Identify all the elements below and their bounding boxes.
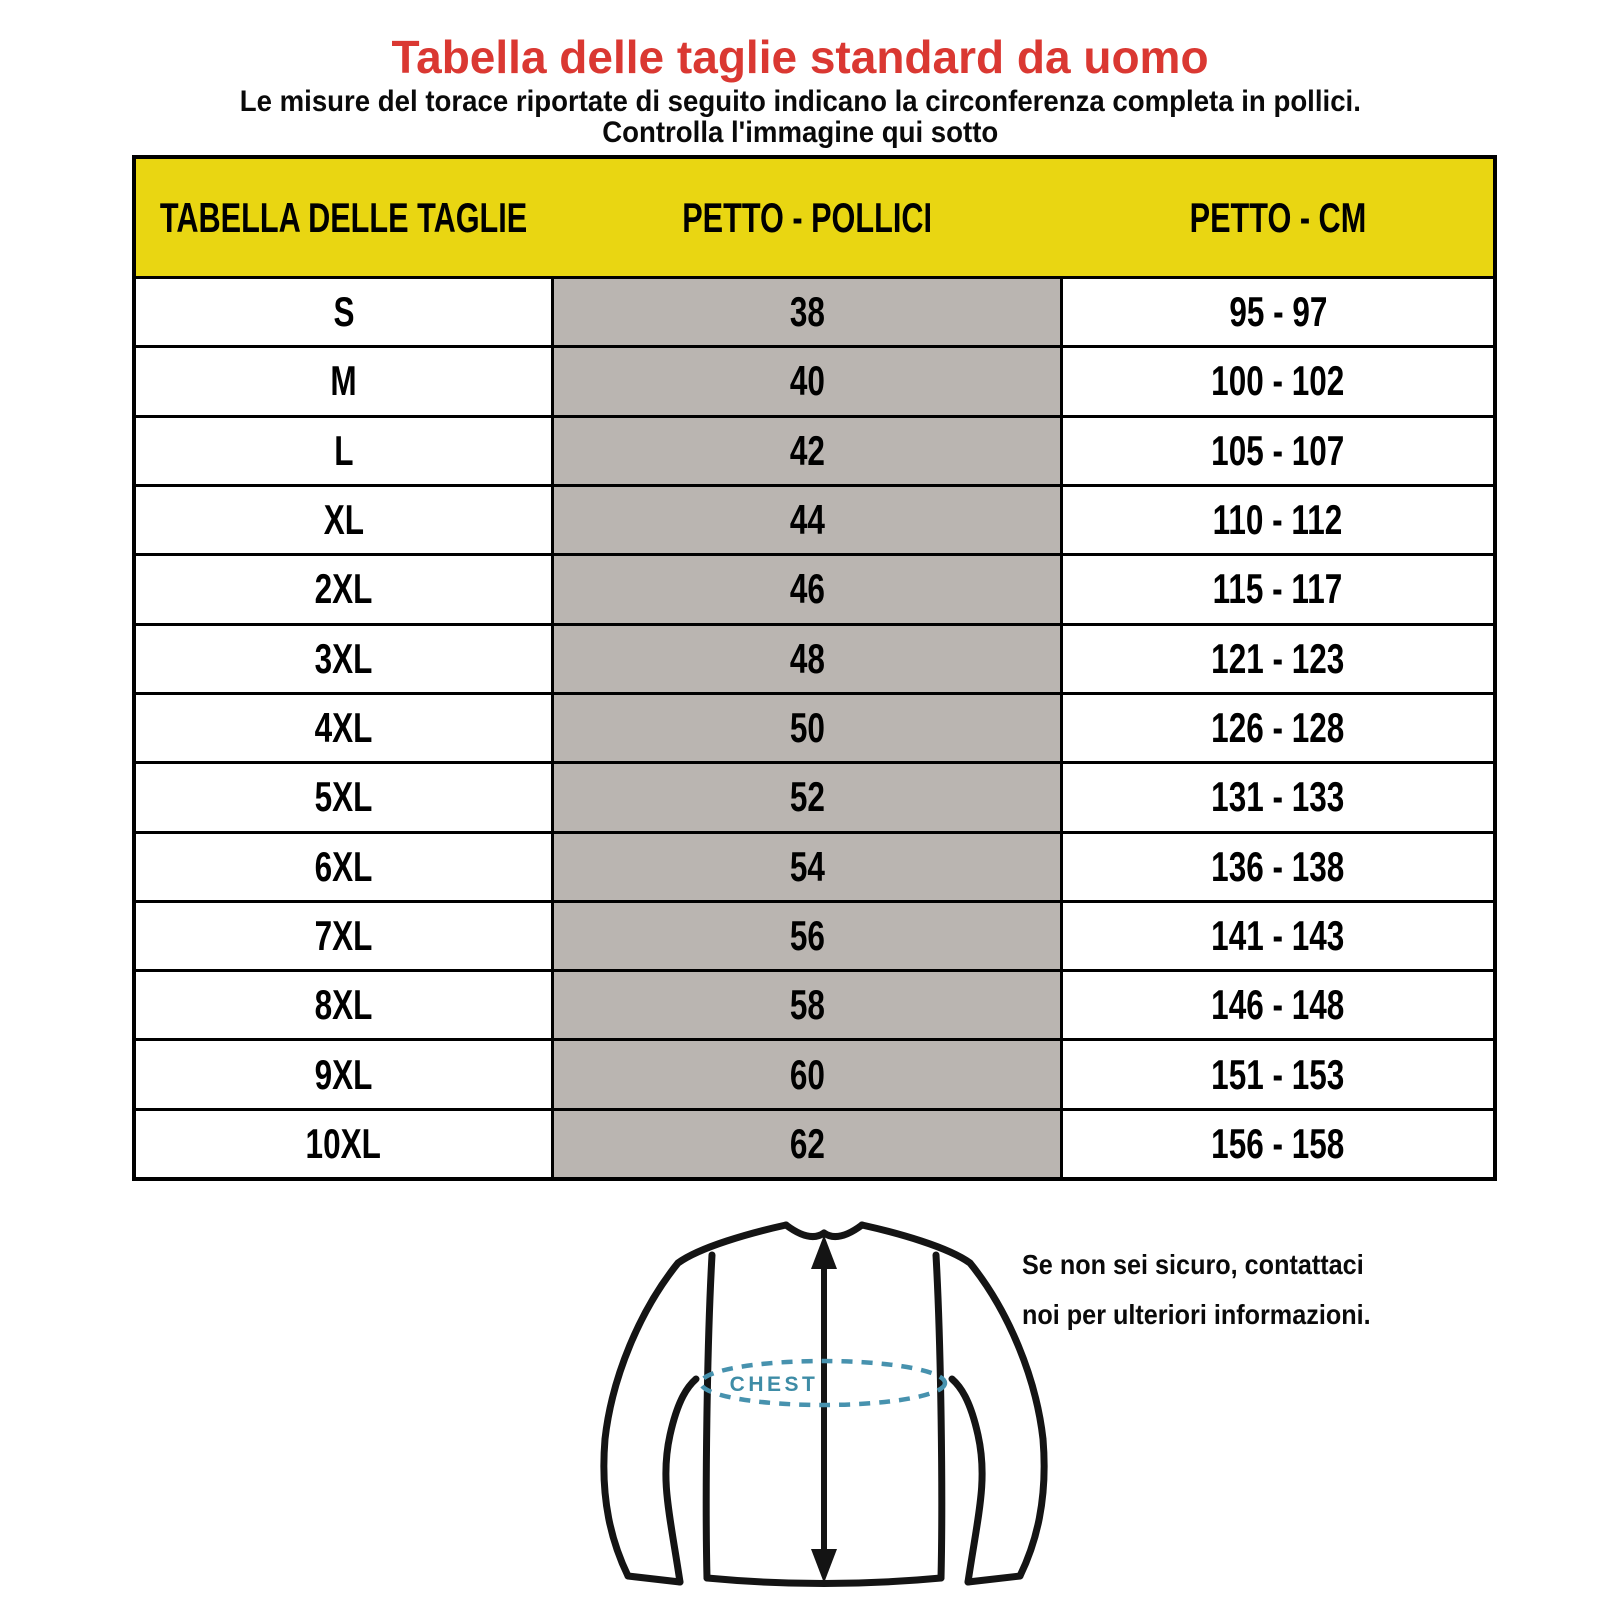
header-cell-chest-cm	[1063, 194, 1493, 242]
size-table-header-row	[136, 159, 1493, 276]
chest-inches-value: 46	[789, 565, 825, 613]
contact-note-line-2: noi per ulteriori informazioni.	[1022, 1299, 1371, 1330]
chest-cm-cell	[1063, 348, 1493, 414]
length-arrow-head-top	[811, 1235, 837, 1269]
size-cell	[136, 487, 551, 553]
page-subtitle-line-2-text: Controlla l'immagine qui sotto	[601, 116, 999, 149]
size-value: 3XL	[314, 634, 373, 682]
table-row-s	[136, 276, 1493, 345]
chest-inches-cell	[551, 487, 1063, 553]
length-arrow-head-bottom	[811, 1549, 837, 1583]
table-row-4xl	[136, 692, 1493, 761]
chest-inches-cell	[551, 695, 1063, 761]
size-value: 5XL	[314, 773, 373, 821]
jacket-collar	[786, 1225, 862, 1237]
chest-inches-cell	[551, 1041, 1063, 1107]
size-table	[132, 155, 1497, 1181]
size-value: S	[333, 288, 355, 336]
chest-cm-cell	[1063, 487, 1493, 553]
size-value: 10XL	[305, 1119, 382, 1167]
chest-inches-value: 38	[789, 288, 825, 336]
chest-inches-cell	[551, 903, 1063, 969]
jacket-right-cuff	[968, 1576, 1020, 1582]
jacket-body-left	[706, 1255, 712, 1578]
chest-cm-value: 105 - 107	[1211, 426, 1345, 474]
chest-cm-value: 100 - 102	[1211, 357, 1345, 405]
jacket-left-sleeve-inner	[666, 1379, 696, 1582]
chest-cm-value: 110 - 112	[1213, 496, 1343, 544]
size-cell	[136, 348, 551, 414]
chest-inches-value: 54	[789, 842, 825, 890]
size-value: 2XL	[314, 565, 373, 613]
chest-cm-value: 126 - 128	[1211, 704, 1345, 752]
chest-cm-value: 95 - 97	[1228, 288, 1327, 336]
chest-inches-value: 48	[789, 634, 825, 682]
table-row-10xl	[136, 1108, 1493, 1177]
size-cell	[136, 834, 551, 900]
size-cell	[136, 1041, 551, 1107]
table-row-m	[136, 345, 1493, 414]
table-row-7xl	[136, 900, 1493, 969]
chest-cm-value: 141 - 143	[1211, 911, 1345, 959]
size-value: 7XL	[314, 911, 373, 959]
chest-inches-cell	[551, 348, 1063, 414]
size-cell	[136, 764, 551, 830]
table-row-5xl	[136, 761, 1493, 830]
chest-cm-value: 151 - 153	[1211, 1050, 1345, 1098]
size-value: M	[330, 357, 357, 405]
chest-cm-cell	[1063, 1111, 1493, 1177]
chest-label: CHEST	[729, 1373, 819, 1396]
table-row-6xl	[136, 831, 1493, 900]
page-subtitle-line-2	[0, 117, 1600, 148]
chest-inches-value: 62	[789, 1119, 825, 1167]
chest-cm-cell	[1063, 279, 1493, 345]
size-cell	[136, 418, 551, 484]
chest-cm-cell	[1063, 834, 1493, 900]
size-cell	[136, 626, 551, 692]
table-row-3xl	[136, 623, 1493, 692]
chest-inches-value: 56	[789, 911, 825, 959]
header-cell-size-chart-label: TABELLA DELLE TAGLIE	[159, 193, 528, 241]
chest-inches-value: 58	[789, 981, 825, 1029]
chest-inches-cell	[551, 279, 1063, 345]
chest-cm-value: 115 - 117	[1213, 565, 1343, 613]
chest-inches-value: 60	[789, 1050, 825, 1098]
chest-inches-cell	[551, 972, 1063, 1038]
chest-cm-cell	[1063, 972, 1493, 1038]
chest-cm-cell	[1063, 695, 1493, 761]
header-cell-chest-inches-label: PETTO - POLLICI	[682, 193, 932, 241]
jacket-left-sleeve-outer	[604, 1225, 786, 1576]
contact-note-line-1: Se non sei sicuro, contattaci	[1022, 1249, 1364, 1280]
size-value: L	[333, 426, 354, 474]
chest-inches-cell	[551, 834, 1063, 900]
page-title: Tabella delle taglie standard da uomo	[391, 31, 1209, 83]
size-cell	[136, 556, 551, 622]
size-cell	[136, 972, 551, 1038]
chest-cm-cell	[1063, 764, 1493, 830]
contact-note	[1022, 1240, 1422, 1340]
header-cell-size-chart	[136, 194, 551, 242]
chest-inches-cell	[551, 1111, 1063, 1177]
page-subtitle-line-1	[0, 86, 1600, 117]
size-value: 9XL	[314, 1050, 373, 1098]
size-value: XL	[323, 496, 364, 544]
size-cell	[136, 695, 551, 761]
size-cell	[136, 1111, 551, 1177]
chest-inches-cell	[551, 556, 1063, 622]
chest-inches-value: 44	[789, 496, 825, 544]
chest-inches-cell	[551, 764, 1063, 830]
chest-inches-value: 40	[789, 357, 825, 405]
chest-inches-cell	[551, 418, 1063, 484]
table-row-xl	[136, 484, 1493, 553]
chest-cm-value: 156 - 158	[1211, 1119, 1345, 1167]
chest-inches-value: 52	[789, 773, 825, 821]
table-row-l	[136, 415, 1493, 484]
size-cell	[136, 279, 551, 345]
page-subtitle-line-1-text: Le misure del torace riportate di seguito indicano la circonferenza completa in pollici.	[239, 85, 1361, 118]
chest-cm-cell	[1063, 903, 1493, 969]
jacket-left-cuff	[628, 1576, 680, 1582]
table-row-9xl	[136, 1038, 1493, 1107]
size-value: 6XL	[314, 842, 373, 890]
jacket-body-right	[936, 1255, 942, 1578]
chest-cm-value: 136 - 138	[1211, 842, 1345, 890]
length-arrow	[811, 1235, 837, 1583]
chest-cm-value: 146 - 148	[1211, 981, 1345, 1029]
size-value: 8XL	[314, 981, 373, 1029]
jacket-right-sleeve-inner	[952, 1379, 982, 1582]
chest-cm-cell	[1063, 1041, 1493, 1107]
chest-inches-value: 42	[789, 426, 825, 474]
size-value: 4XL	[314, 704, 373, 752]
chest-cm-value: 121 - 123	[1211, 634, 1345, 682]
header-cell-chest-cm-label: PETTO - CM	[1189, 193, 1367, 241]
header-cell-chest-inches	[551, 194, 1063, 242]
size-cell	[136, 903, 551, 969]
chest-cm-cell	[1063, 418, 1493, 484]
table-row-2xl	[136, 553, 1493, 622]
chest-inches-value: 50	[789, 704, 825, 752]
chest-cm-cell	[1063, 556, 1493, 622]
chest-cm-cell	[1063, 626, 1493, 692]
table-row-8xl	[136, 969, 1493, 1038]
chest-cm-value: 131 - 133	[1211, 773, 1345, 821]
chest-inches-cell	[551, 626, 1063, 692]
